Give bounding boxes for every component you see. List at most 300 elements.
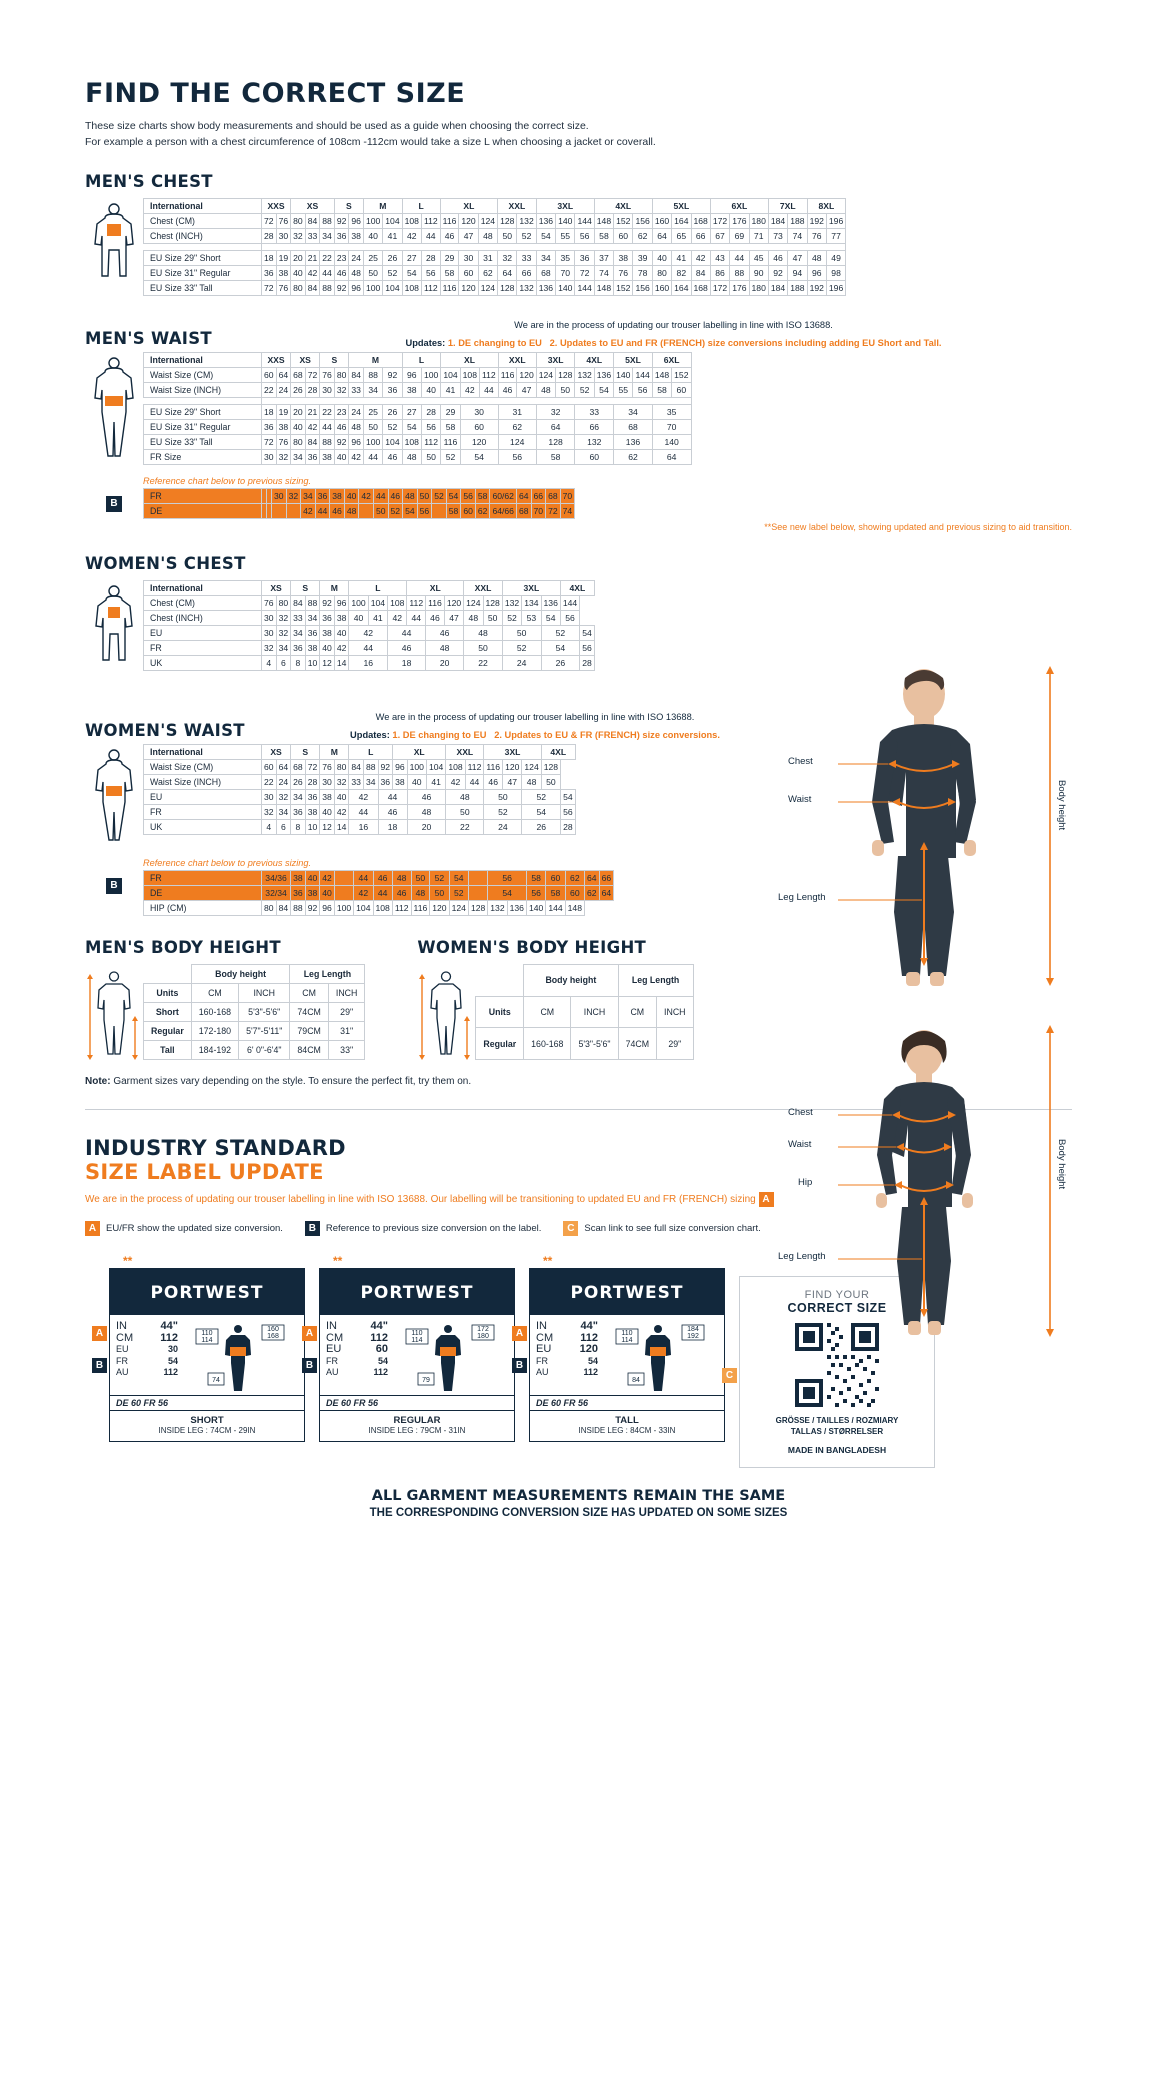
cell: 70 — [531, 504, 546, 519]
size-s: S — [334, 199, 363, 214]
industry-subtitle-text: We are in the process of updating our trouser labelling in line with ISO 13688. Our labelling will be transitioning to updated EU and FR (FRENCH) sizing — [85, 1194, 756, 1206]
cell: 4 — [262, 820, 277, 835]
size-7xl: 7XL — [768, 199, 807, 214]
cell: 40 — [291, 266, 306, 281]
female-body-height-label: Body height — [1056, 1139, 1067, 1190]
cell: 136 — [614, 435, 653, 450]
cell: 60 — [459, 266, 478, 281]
cell: 31" — [328, 1022, 365, 1041]
cell: 54 — [460, 450, 498, 465]
cell: 52 — [541, 626, 580, 641]
value: 44" — [580, 1320, 598, 1332]
size-xl: XL — [407, 581, 464, 596]
row-label: UK — [144, 820, 262, 835]
brand-name: PORTWEST — [150, 1283, 264, 1303]
cell: 41 — [368, 611, 387, 626]
table-row — [144, 199, 846, 214]
table-row — [144, 353, 692, 368]
cell: 66 — [599, 871, 614, 886]
cell: 52 — [502, 611, 521, 626]
table-row — [144, 805, 576, 820]
table-spacer — [144, 398, 692, 405]
mens-waist-footer-note: **See new label below, showing updated and previous sizing to aid transition. — [764, 522, 1072, 532]
cell: 66 — [691, 229, 710, 244]
label-size-body — [320, 1315, 514, 1395]
cell: 38 — [334, 611, 349, 626]
cell: 44 — [349, 641, 388, 656]
cell: 34 — [276, 641, 291, 656]
size-4xl: 4XL — [575, 353, 614, 368]
cell: 196 — [826, 214, 845, 229]
cell: 144 — [560, 596, 579, 611]
table-row — [144, 901, 614, 916]
cell: 72 — [305, 760, 320, 775]
cell: 112 — [421, 214, 440, 229]
cell: 36 — [378, 775, 393, 790]
cell: 140 — [556, 281, 575, 296]
cell: 46 — [392, 886, 411, 901]
cell: 40 — [334, 450, 349, 465]
cell: 20 — [426, 656, 464, 671]
cell: 108 — [446, 760, 465, 775]
key: FR — [116, 1355, 128, 1366]
brand-name: PORTWEST — [360, 1283, 474, 1303]
label-row-eu — [536, 1344, 598, 1356]
cell: 176 — [730, 214, 749, 229]
label-footer — [110, 1410, 304, 1441]
update-item-1: 1. DE changing to EU — [447, 338, 542, 348]
cell: 128 — [536, 435, 575, 450]
cell: 58 — [441, 420, 460, 435]
cell: 40 — [421, 383, 440, 398]
cell: 62 — [475, 504, 490, 519]
key: IN — [326, 1320, 337, 1332]
size-m: M — [363, 199, 402, 214]
female-waist-label: Waist — [788, 1139, 812, 1150]
svg-text:192: 192 — [687, 1333, 699, 1340]
size-xxs: XXS — [262, 199, 291, 214]
cell: 66 — [575, 420, 614, 435]
cell: 50 — [363, 420, 382, 435]
value: 54 — [587, 1355, 598, 1366]
label-fit-name: SHORT — [190, 1415, 224, 1426]
industry-title-line-1: INDUSTRY STANDARD — [85, 1136, 346, 1160]
cell: 27 — [402, 251, 421, 266]
page-title: FIND THE CORRECT SIZE — [85, 78, 466, 109]
cell: 40 — [320, 886, 335, 901]
cell: 104 — [441, 368, 460, 383]
size-3xl: 3XL — [484, 745, 541, 760]
row-label: FR — [144, 641, 262, 656]
cell: 50 — [363, 266, 382, 281]
label-footer — [530, 1410, 724, 1441]
cell: 46 — [426, 611, 445, 626]
cell: 56 — [561, 805, 576, 820]
cell: 64 — [276, 368, 291, 383]
cell: 104 — [383, 435, 402, 450]
cell: 46 — [426, 626, 464, 641]
closing-line-2: THE CORRESPONDING CONVERSION SIZE HAS UPDATED ON SOME SIZES — [369, 1507, 788, 1519]
value: 112 — [163, 1367, 178, 1377]
cell: 132 — [502, 596, 521, 611]
cell: 76 — [276, 281, 291, 296]
row-label: EU Size 33" Tall — [144, 281, 262, 296]
cell: 144 — [575, 281, 594, 296]
cell: 82 — [672, 266, 691, 281]
cell: 136 — [541, 596, 560, 611]
group-leg-length: Leg Length — [290, 965, 365, 984]
row-label: Chest (INCH) — [144, 611, 262, 626]
value: 54 — [167, 1355, 178, 1366]
cell: 62 — [478, 266, 497, 281]
cell: 144 — [633, 368, 652, 383]
cell: 30 — [459, 251, 478, 266]
cell: 46 — [378, 805, 407, 820]
table-row — [144, 1003, 365, 1022]
cell: 64 — [599, 886, 614, 901]
cell: 52 — [484, 805, 522, 820]
cell: 31 — [498, 405, 536, 420]
cell: 46 — [383, 450, 402, 465]
cell: 80 — [291, 435, 306, 450]
cell: 84CM — [290, 1041, 328, 1060]
cell: 5'3"-5'6" — [239, 1003, 290, 1022]
label-inside-leg: INSIDE LEG : 84CM - 33IN — [578, 1426, 676, 1435]
cell: 18 — [262, 251, 277, 266]
value: 112 — [370, 1331, 388, 1344]
cell: 60 — [565, 886, 584, 901]
cell: 54 — [449, 871, 468, 886]
male-waist-label: Waist — [788, 794, 812, 805]
cell: 92 — [378, 760, 393, 775]
cell: CM — [618, 996, 656, 1028]
value: 120 — [579, 1343, 598, 1355]
cell: 88 — [363, 368, 382, 383]
cell: 42 — [301, 504, 316, 519]
cell: 120 — [460, 435, 498, 450]
table-row — [144, 281, 846, 296]
cell: 8 — [291, 656, 306, 671]
cell: 60 — [672, 383, 691, 398]
cell: 124 — [498, 435, 536, 450]
cell: 116 — [484, 760, 503, 775]
cell: 88 — [730, 266, 749, 281]
cell: 84 — [291, 596, 306, 611]
cell: 62 — [585, 886, 600, 901]
cell: 74CM — [290, 1003, 328, 1022]
cell: 54 — [561, 790, 576, 805]
cell: 44 — [407, 611, 426, 626]
cell: 55 — [556, 229, 575, 244]
value: 44" — [370, 1320, 388, 1332]
size-column — [116, 1321, 178, 1393]
cell: 52 — [502, 641, 541, 656]
cell: 188 — [788, 214, 807, 229]
cell: 72 — [546, 504, 561, 519]
garment-label — [529, 1268, 725, 1442]
cell: 56 — [560, 611, 579, 626]
cell: 148 — [652, 368, 671, 383]
cell: 38 — [320, 450, 335, 465]
cell: 32/34 — [262, 886, 291, 901]
label-row-au — [536, 1367, 598, 1379]
row-label: Chest (CM) — [144, 214, 262, 229]
womens-body-height-title: WOMEN'S BODY HEIGHT — [417, 938, 647, 957]
cell: 40 — [320, 805, 335, 820]
garment-note-label: Note: — [85, 1076, 111, 1087]
cell: 36 — [305, 626, 320, 641]
cell: 4 — [262, 656, 277, 671]
svg-text:180: 180 — [477, 1333, 489, 1340]
cell: 96 — [393, 760, 408, 775]
cell: 47 — [444, 611, 463, 626]
size-xs: XS — [262, 745, 291, 760]
cell: 160 — [652, 214, 671, 229]
size-xs: XS — [262, 581, 291, 596]
cell: 52 — [441, 450, 460, 465]
label-row-eu — [326, 1344, 388, 1356]
cell: 50 — [484, 790, 522, 805]
row-label: DE — [144, 886, 262, 901]
cell: 148 — [565, 901, 584, 916]
cell: 36 — [315, 489, 330, 504]
cell: 47 — [788, 251, 807, 266]
label-inside-leg: INSIDE LEG : 74CM - 29IN — [158, 1426, 256, 1435]
cell: 100 — [349, 596, 368, 611]
label-card-tall — [515, 1254, 725, 1442]
cell: 21 — [305, 251, 320, 266]
cell: 41 — [383, 229, 402, 244]
cell: 128 — [498, 214, 517, 229]
row-label: Chest (INCH) — [144, 229, 262, 244]
cell: 65 — [672, 229, 691, 244]
units-label: Units — [476, 996, 524, 1028]
cell: 25 — [363, 405, 382, 420]
cell: 42 — [354, 886, 373, 901]
cell: 128 — [498, 281, 517, 296]
legend-item-a — [85, 1221, 283, 1236]
cell: 64 — [652, 229, 671, 244]
cell: 36 — [291, 805, 306, 820]
cell: 42 — [349, 790, 378, 805]
cell: 132 — [517, 281, 536, 296]
cell: 84 — [276, 901, 291, 916]
cell — [359, 504, 374, 519]
cell: 36 — [575, 251, 594, 266]
female-torso-figure-icon — [85, 580, 143, 690]
cell: 76 — [276, 435, 291, 450]
cell: 172 — [710, 214, 729, 229]
cell: 46 — [388, 641, 426, 656]
cell: 26 — [291, 383, 306, 398]
cell: 35 — [556, 251, 575, 266]
label-row-in — [326, 1321, 388, 1333]
size-xl: XL — [441, 353, 498, 368]
cell: 70 — [652, 420, 691, 435]
value: 112 — [580, 1331, 598, 1344]
cell: 86 — [710, 266, 729, 281]
cell: 54 — [536, 229, 555, 244]
row-label: DE — [144, 504, 262, 519]
row-label: Waist Size (INCH) — [144, 383, 262, 398]
cell: 36 — [334, 229, 349, 244]
cell: 148 — [594, 281, 613, 296]
cell: 44 — [363, 450, 382, 465]
cell: 42 — [359, 489, 374, 504]
cell: 112 — [421, 281, 440, 296]
cell: 36 — [291, 641, 306, 656]
cell: 47 — [459, 229, 478, 244]
badge-a: A — [759, 1192, 774, 1207]
cell: 36 — [262, 420, 277, 435]
cell: 60/62 — [490, 489, 517, 504]
cell: 52 — [430, 871, 449, 886]
cell: 42 — [349, 626, 388, 641]
cell: 90 — [749, 266, 768, 281]
cell: 44 — [421, 229, 440, 244]
cell: 40 — [344, 489, 359, 504]
badge-b-icon: B — [305, 1221, 320, 1236]
cell: 18 — [378, 820, 407, 835]
size-4xl: 4XL — [560, 581, 594, 596]
cell: 41 — [426, 775, 445, 790]
cell: 41 — [672, 251, 691, 266]
cell: 80 — [334, 368, 349, 383]
cell: 34 — [276, 805, 291, 820]
cell: 80 — [334, 760, 349, 775]
cell: 120 — [444, 596, 463, 611]
cell: 8 — [291, 820, 306, 835]
cell: 48 — [522, 775, 541, 790]
legend-text-b: Reference to previous size conversion on the label. — [325, 1223, 542, 1234]
cell: 136 — [594, 368, 613, 383]
intro-line-1: These size charts show body measurements and should be used as a guide when choosing the correct size. — [85, 120, 589, 132]
cell: 84 — [305, 281, 320, 296]
cell: 34 — [291, 790, 306, 805]
cell: 160-168 — [524, 1028, 571, 1060]
female-photo-block — [772, 1019, 1072, 1354]
cell: 27 — [402, 405, 421, 420]
cell — [468, 886, 487, 901]
label-brand-bar — [530, 1269, 724, 1315]
cell: 54 — [488, 886, 527, 901]
cell: 192 — [807, 281, 826, 296]
cell: 55 — [614, 383, 633, 398]
cell: 72 — [262, 281, 277, 296]
size-m: M — [320, 581, 349, 596]
cell: 50 — [464, 641, 503, 656]
table-row — [144, 229, 846, 244]
cell: 41 — [441, 383, 460, 398]
cell: 38 — [320, 790, 335, 805]
label-brand-bar — [320, 1269, 514, 1315]
cell: 42 — [402, 229, 421, 244]
cell: 60 — [262, 760, 277, 775]
table-row — [476, 965, 693, 997]
cell: 144 — [546, 901, 565, 916]
cell: 100 — [363, 281, 382, 296]
cell: 92 — [334, 435, 349, 450]
made-in-text: MADE IN BANGLADESH — [787, 1445, 887, 1455]
cell: 112 — [480, 368, 499, 383]
mens-waist-legacy-table — [143, 488, 575, 519]
cell: 92 — [305, 901, 320, 916]
cell: 48 — [411, 886, 430, 901]
cell: 88 — [320, 281, 335, 296]
cell: 52 — [522, 790, 561, 805]
cell: 56 — [421, 420, 440, 435]
size-xl: XL — [440, 199, 497, 214]
cell: 54 — [580, 626, 595, 641]
svg-text:110: 110 — [621, 1330, 633, 1337]
row-label: EU Size 33" Tall — [144, 435, 262, 450]
badge-b: B — [106, 496, 122, 512]
cell: 50 — [446, 805, 484, 820]
cell: 50 — [373, 504, 388, 519]
cell: 48 — [403, 489, 418, 504]
cell: 36 — [383, 383, 402, 398]
cell: 50 — [411, 871, 430, 886]
intro-text — [85, 119, 1072, 150]
cell: 80 — [652, 266, 671, 281]
cell: 96 — [402, 368, 421, 383]
cell: 88 — [291, 901, 306, 916]
table-row — [144, 965, 365, 984]
cell: 30 — [262, 450, 277, 465]
cell: 60 — [460, 420, 498, 435]
cell: 56 — [421, 266, 440, 281]
table-row — [144, 251, 846, 266]
cell: 56 — [461, 489, 476, 504]
badge-c-marker: C — [722, 1368, 737, 1383]
cell: 47 — [503, 775, 522, 790]
row-label: EU Size 29" Short — [144, 405, 262, 420]
cell: 36 — [305, 790, 320, 805]
cell: 172 — [710, 281, 729, 296]
table-row — [144, 504, 575, 519]
cell: 164 — [672, 281, 691, 296]
cell: 66 — [517, 266, 536, 281]
table-row — [144, 790, 576, 805]
cell: 58 — [446, 504, 461, 519]
womens-chest-table — [143, 580, 595, 671]
legacy-badge-b-men — [85, 488, 143, 512]
cell: 28 — [580, 656, 595, 671]
cell: 36 — [305, 450, 320, 465]
cell: 96 — [349, 281, 364, 296]
label-previous-size: DE 60 FR 56 — [530, 1395, 724, 1410]
svg-text:168: 168 — [267, 1333, 279, 1340]
col-international: International — [144, 745, 262, 760]
cell: 52 — [517, 229, 536, 244]
cell: 38 — [305, 805, 320, 820]
cell: 132 — [575, 435, 614, 450]
table-row — [476, 1028, 693, 1060]
row-label: Waist Size (CM) — [144, 368, 262, 383]
cell: 44 — [315, 504, 330, 519]
cell: 33" — [328, 1041, 365, 1060]
male-chest-label: Chest — [788, 756, 813, 767]
cell: 54 — [402, 266, 421, 281]
label-stars: ** — [543, 1254, 553, 1268]
cell: 46 — [484, 775, 503, 790]
closing-statement — [85, 1488, 1072, 1519]
cell: 62 — [614, 450, 653, 465]
mens-body-height-block — [85, 938, 365, 1060]
row-label: Short — [144, 1003, 192, 1022]
cell: 58 — [475, 489, 490, 504]
intro-line-2: For example a person with a chest circumference of 108cm -112cm would take a size L when choosing a jacket or coverall. — [85, 136, 656, 148]
